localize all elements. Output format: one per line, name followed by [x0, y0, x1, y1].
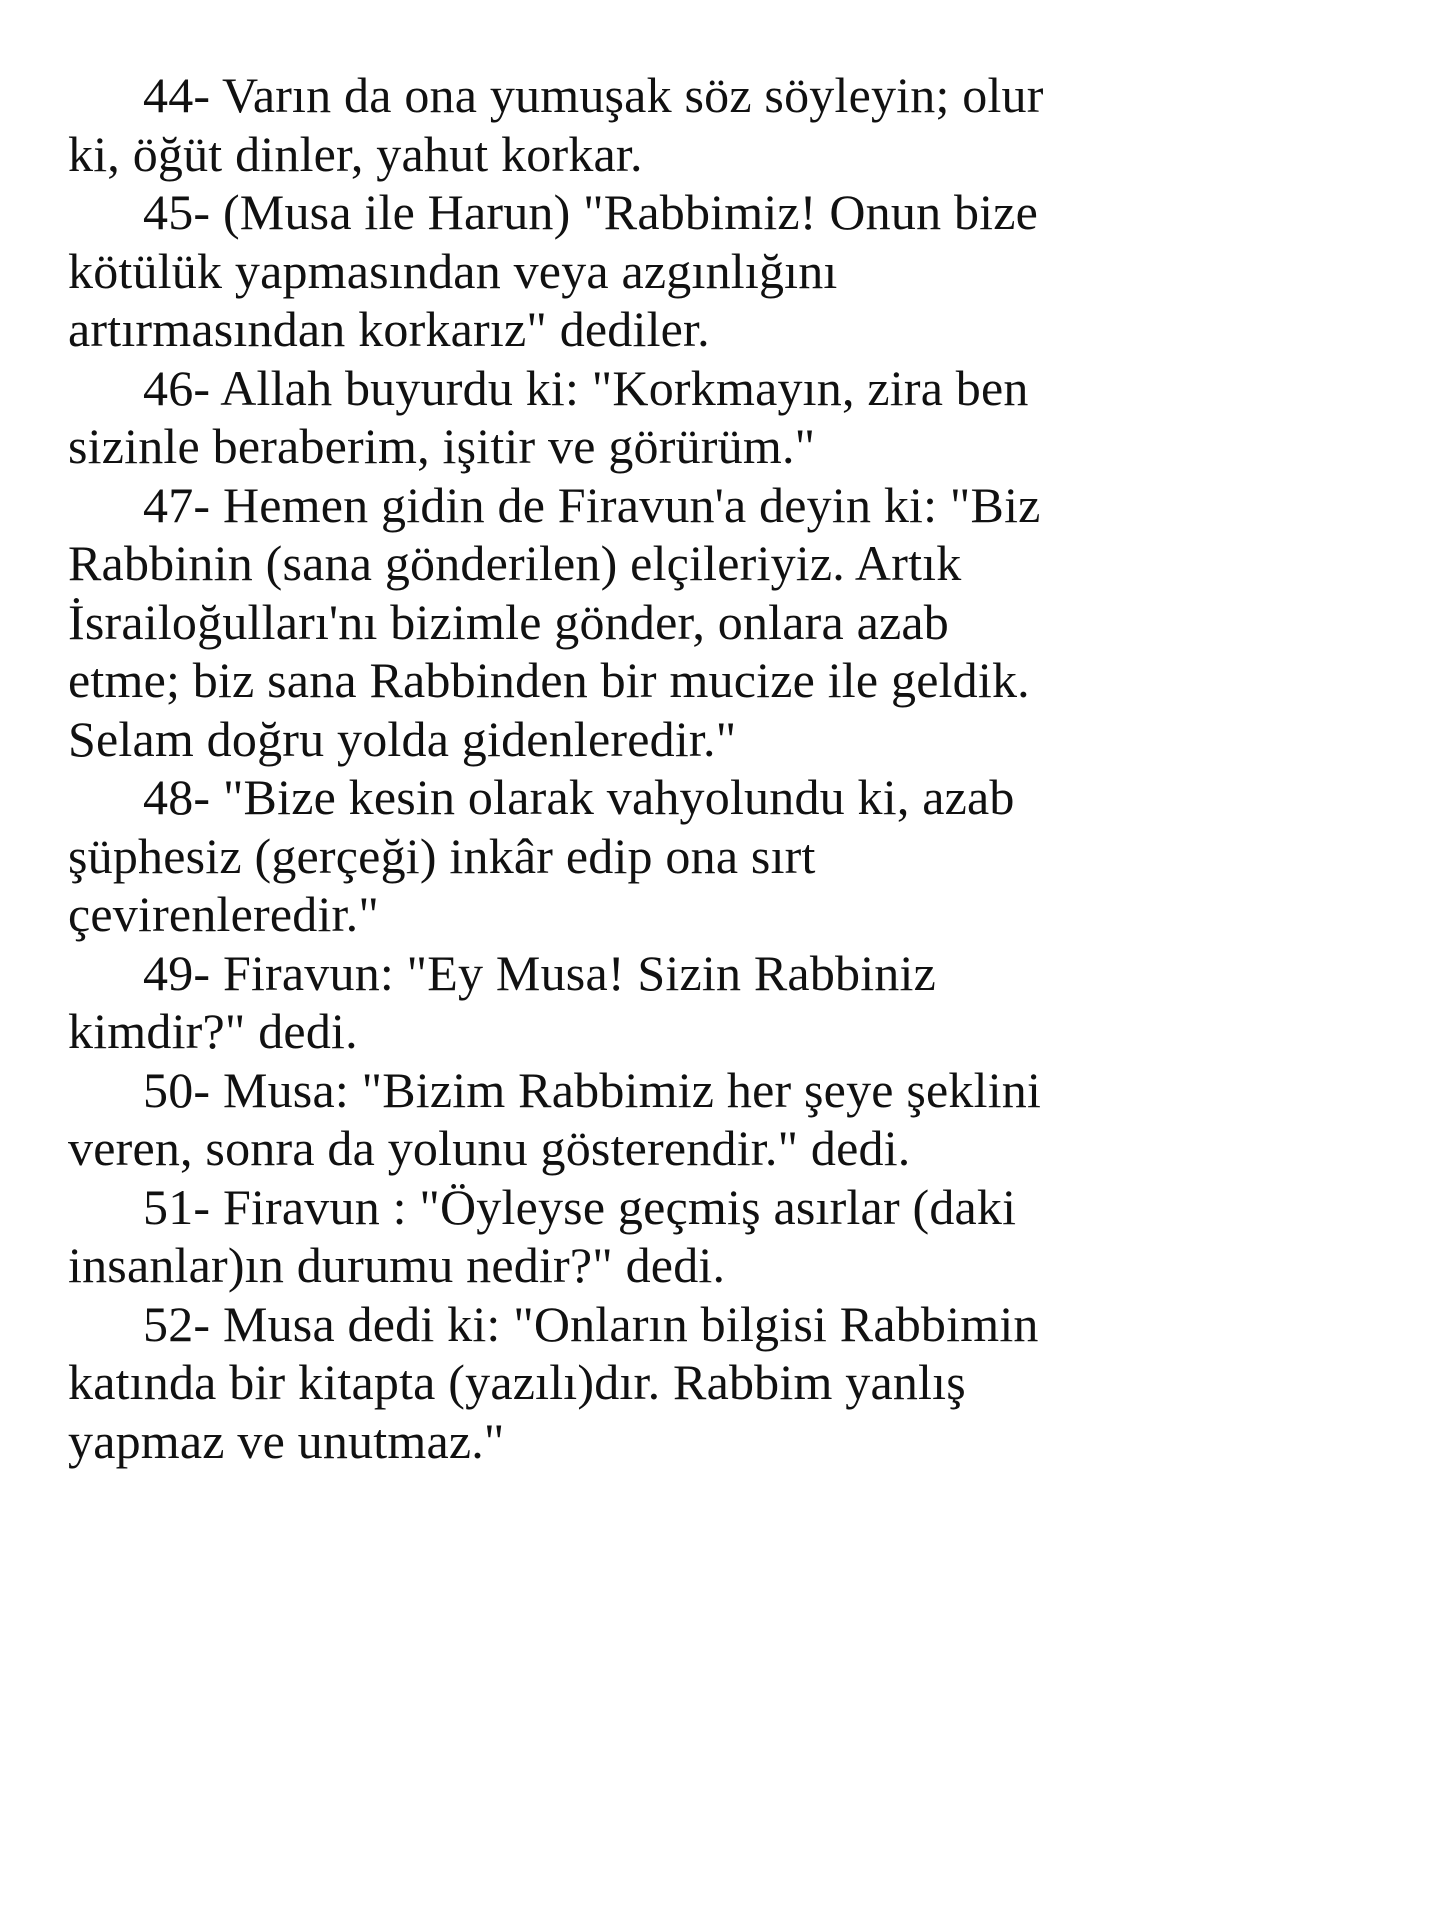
verse-line: 48- "Bize kesin olarak vahyolundu ki, azab — [143, 769, 1015, 825]
verse-line: 52- Musa dedi ki: "Onların bilgisi Rabbimin — [143, 1295, 1039, 1352]
verse-line: 50- Musa: "Bizim Rabbimiz her şeye şeklini — [143, 1061, 1042, 1118]
verse-line: kimdir?" dedi. — [68, 1003, 358, 1059]
verse-line: veren, sonra da yolunu gösterendir." dedi. — [68, 1120, 911, 1176]
verse-line: 47- Hemen gidin de Firavun'a deyin ki: "Biz — [143, 476, 1041, 533]
verse-line: katında bir kitapta (yazılı)dır. Rabbim yanlış — [68, 1354, 966, 1410]
verse-line: Rabbinin (sana gönderilen) elçileriyiz. Artık — [68, 535, 962, 591]
verse-line: 51- Firavun : "Öyleyse geçmiş asırlar (daki — [143, 1178, 1017, 1235]
verse-line: kötülük yapmasından veya azgınlığını — [68, 242, 838, 299]
verse-line: insanlar)ın durumu nedir?" dedi. — [68, 1237, 726, 1293]
verse-line: şüphesiz (gerçeği) inkâr edip ona sırt — [68, 827, 816, 884]
verse-49 — [68, 944, 1108, 1061]
verse-line: 44- Varın da ona yumuşak söz söyleyin; olur — [143, 67, 1044, 123]
verse-line: artırmasından korkarız" dediler. — [68, 301, 710, 357]
document-page — [68, 66, 1108, 1470]
verse-line: ki, öğüt dinler, yahut korkar. — [68, 125, 643, 182]
verse-line: 46- Allah buyurdu ki: "Korkmayın, zira ben — [143, 359, 1029, 416]
verse-44 — [68, 66, 1108, 183]
verse-51 — [68, 1178, 1108, 1295]
verse-line: çevirenleredir." — [68, 886, 379, 942]
verse-line: sizinle beraberim, işitir ve görürüm." — [68, 418, 816, 474]
verse-47 — [68, 476, 1108, 769]
verse-line: 49- Firavun: "Ey Musa! Sizin Rabbiniz — [143, 944, 936, 1001]
verse-line: İsrailoğulları'nı bizimle gönder, onlara azab — [68, 593, 949, 650]
verse-line: 45- (Musa ile Harun) "Rabbimiz! Onun bize — [143, 184, 1039, 240]
verse-46 — [68, 359, 1108, 476]
verse-52 — [68, 1295, 1108, 1471]
verse-48 — [68, 768, 1108, 944]
verse-line: Selam doğru yolda gidenleredir." — [68, 710, 737, 767]
verse-45 — [68, 183, 1108, 359]
verse-line: yapmaz ve unutmaz." — [68, 1412, 505, 1469]
verse-50 — [68, 1061, 1108, 1178]
verse-line: etme; biz sana Rabbinden bir mucize ile geldik. — [68, 652, 1030, 708]
